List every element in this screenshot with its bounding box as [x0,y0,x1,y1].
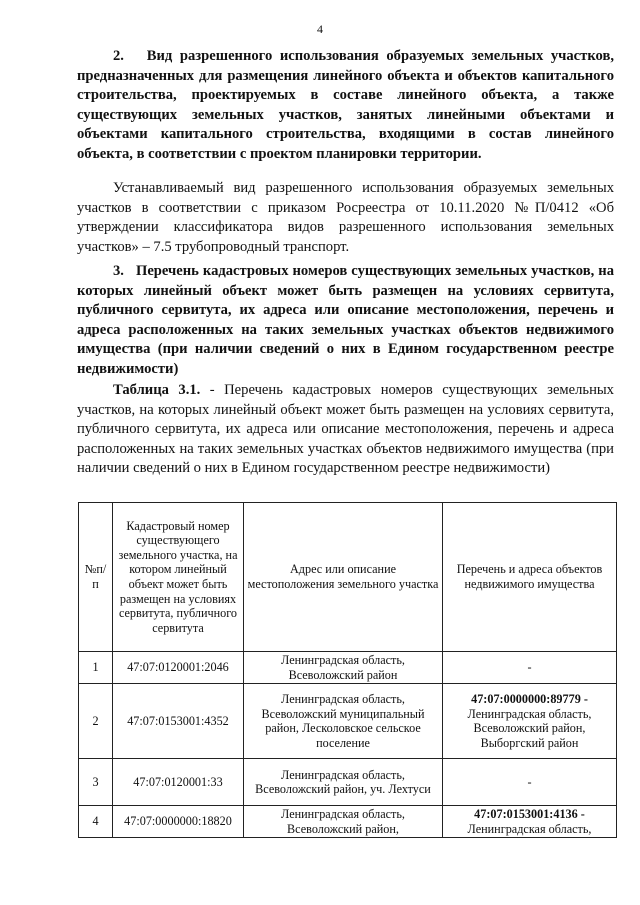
row-address: Ленинградская область, Всеволожский район, уч. Лехтуси [244,759,443,806]
row-address: Ленинградская область, Всеволожский муниципальный район, Лесколовское сельское поселение [244,684,443,759]
row-objects [443,652,617,684]
row-cadastral: 47:07:0120001:2046 [113,652,244,684]
row-num: 3 [79,759,113,806]
table-caption [77,381,614,479]
row-num: 1 [79,652,113,684]
table-header-row [79,503,617,652]
row-cadastral: 47:07:0120001:33 [113,759,244,806]
row-address: Ленинградская область, Всеволожский район [244,652,443,684]
row-objects-text: - [527,774,532,789]
table-row [79,684,617,759]
table-row [79,652,617,684]
header-num: №п/п [79,503,113,652]
table-row [79,806,617,838]
section-2-heading: 2. Вид разрешенного использования образуемых земельных участков, предназначенных для размещения линейного объекта и объектов капитального строительства, проектируемых в составе линейного объекта, а также существующих земельных участков, занятых линейными объектами и объектами капитального строительства, входящими в состав линейного объекта, в соответствии с проектом планировки территории. [77,48,614,162]
row-objects [443,759,617,806]
row-objects [443,684,617,759]
page-number: 4 [317,22,323,36]
land-use-paragraph: Устанавливаемый вид разрешенного использования образуемых земельных участков в соответствии с приказом Росреестра от 10.11.2020 №П/0412 «Об утверждении классификатора видов разрешенного использования земельных участков» – 7.5 трубопроводный транспорт. [77,180,614,255]
header-objects: Перечень и адреса объектов недвижимого имущества [443,503,617,652]
row-cadastral: 47:07:0000000:18820 [113,806,244,838]
section-3-heading: 3. Перечень кадастровых номеров существующих земельных участков, на которых линейный объект может быть размещен на условиях сервитута, публичного сервитута, их адреса или описание местоположения, перечень и адреса расположенных на таких земельных участках объектов недвижимого имущества (при наличии сведений о них в Едином государственном реестре недвижимости) [77,263,614,377]
row-num: 4 [79,806,113,838]
row-objects-text: - [527,660,532,675]
header-address: Адрес или описание местоположения земельного участка [244,503,443,652]
header-cadastral: Кадастровый номер существующего земельного участка, на котором линейный объект может быть размещен на условиях сервитута, публичного сервитута [113,503,244,652]
row-objects-text: Ленинградская область, Всеволожский район, Выборгский район [467,706,592,750]
row-address: Ленинградская область, Всеволожский район, [244,806,443,838]
table-caption-label: Таблица 3.1. [113,382,201,398]
table-caption-text: - Перечень кадастровых номеров существующих земельных участков, на которых линейный объект может быть размещен на условиях сервитута, публичного сервитута, их адреса или описание местоположения, перечень и адреса расположенных на таких земельных участках объектов недвижимого имущества (при наличии сведений о них в Едином государственном реестре недвижимости) [77,382,614,476]
cadastral-table [78,502,617,838]
row-cadastral: 47:07:0153001:4352 [113,684,244,759]
row-objects [443,806,617,838]
row-objects-number: 47:07:0153001:4136 - [474,807,585,822]
table-row [79,759,617,806]
row-objects-text: Ленинградская область, [467,821,592,836]
row-objects-number: 47:07:0000000:89779 - [471,692,588,706]
row-num: 2 [79,684,113,759]
